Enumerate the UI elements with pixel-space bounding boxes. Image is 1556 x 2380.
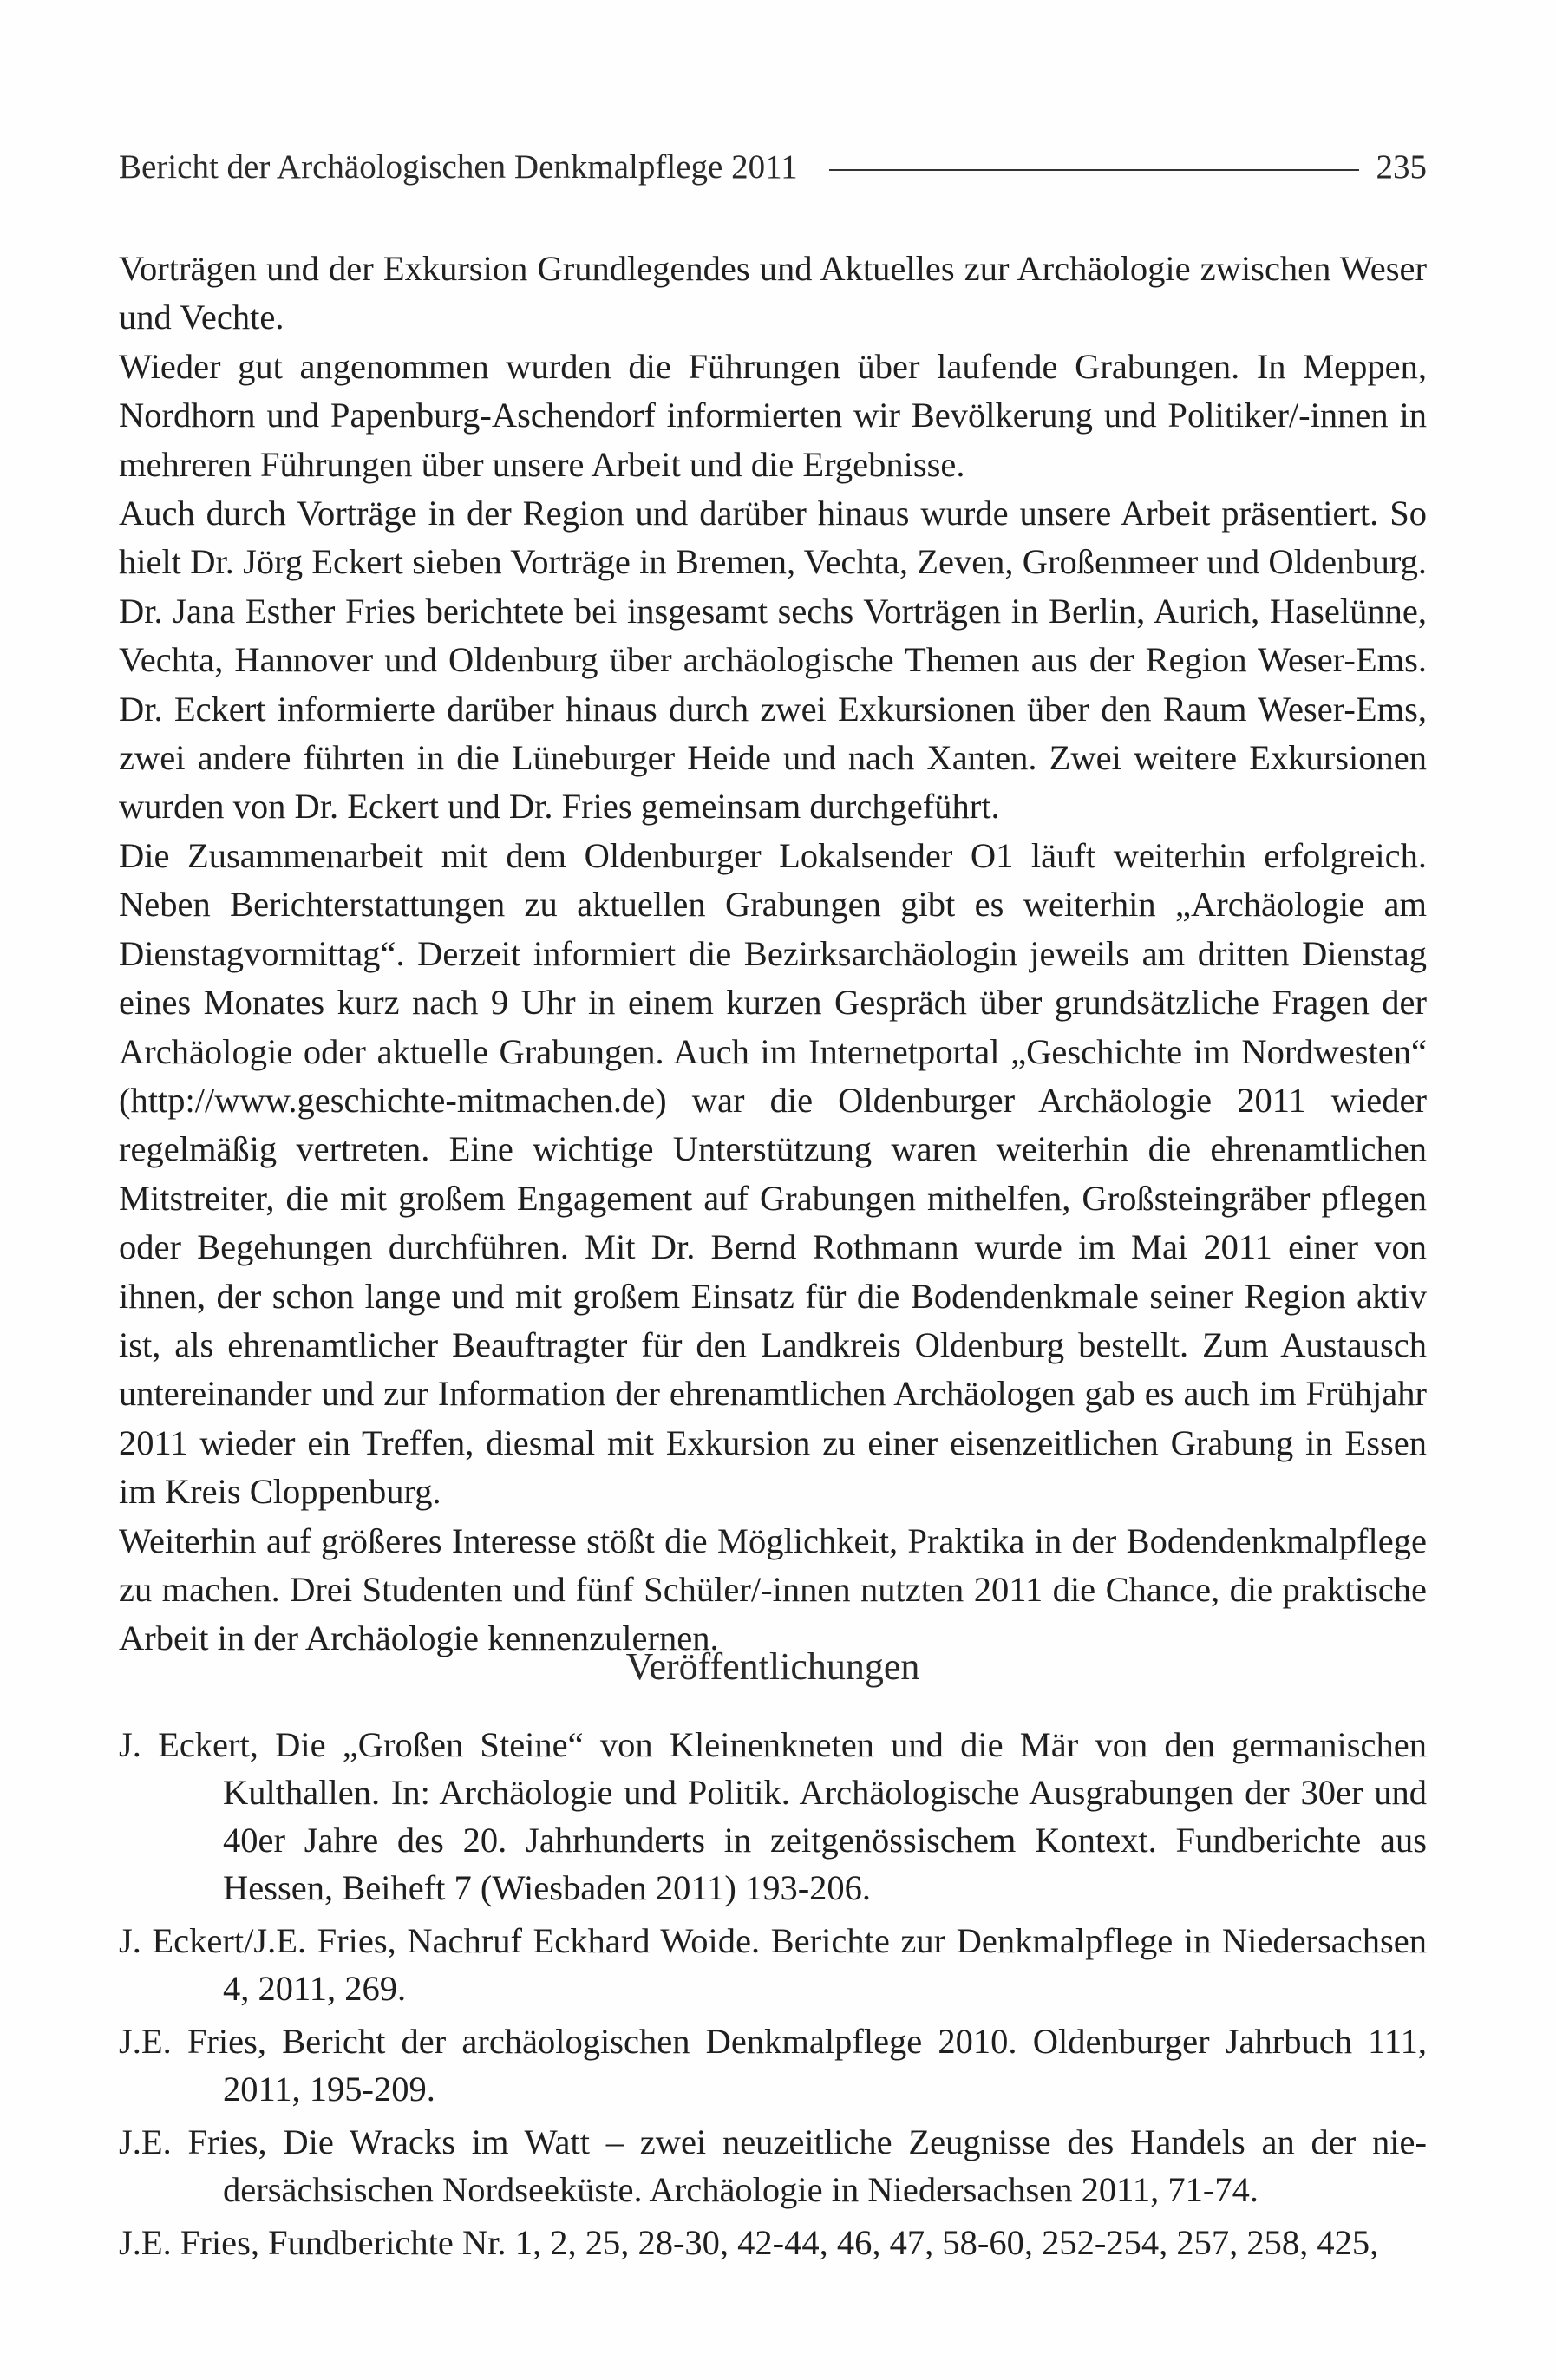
paragraph-4: Die Zusammenarbeit mit dem Oldenburger Lokalsender O1 läuft weiterhin erfolgreich. Neben Berichterstattungen zu aktuellen Grabungen gibt es weiterhin „Archäologie am Dienstagvormittag“. Derzeit informiert die Bezirksarchäologin jeweils am dritten Dienstag eines Monates kurz nach 9 Uhr in einem kurzen Gespräch über grundsätzliche Fragen der Archäologie oder aktuelle Grabungen. Auch im Internetportal „Geschichte im Nordwesten“ (http://www.geschichte-mitmachen.de) war die Oldenburger Archäologie 2011 wieder regelmäßig vertreten. Eine wichtige Unterstützung waren weiterhin die ehrenamtlichen Mitstreiter, die mit großem Engagement auf Grabungen mithelfen, Großsteingräber pflegen oder Begehungen durchführen. Mit Dr. Bernd Rothmann wurde im Mai 2011 einer von ihnen, der schon lange und mit großem Einsatz für die Bodendenkmale seiner Region aktiv ist, als ehrenamtlicher Beauftragter für den Landkreis Oldenburg bestellt. Zum Austausch untereinander und zur Information der ehrenamtlichen Archäologen gab es auch im Frühjahr 2011 wieder ein Treffen, diesmal mit Exkursion zu einer eisenzeitlichen Grabung in Essen im Kreis Cloppenburg. [119, 835, 1427, 1512]
running-header [119, 146, 1427, 187]
reference-item: J.E. Fries, Fundberichte Nr. 1, 2, 25, 28-30, 42-44, 46, 47, 58-60, 252-254, 257, 258, 425, [119, 2223, 1379, 2262]
reference-item: J.E. Fries, Die Wracks im Watt – zwei neuzeitliche Zeugnisse des Handels an der niedersächsischen Nordseeküste. Archäologie in Niedersachsen 2011, 71-74. [119, 2122, 1427, 2209]
paragraph-5: Weiterhin auf größeres Interesse stößt die Möglichkeit, Praktika in der Bodendenkmalpflege zu machen. Drei Studenten und fünf Schüler/-innen nutzten 2011 die Chance, die praktische Arbeit in der Archäologie kennenzulernen. [119, 1520, 1427, 1658]
page-number: 235 [1376, 147, 1427, 186]
body-text [119, 245, 1427, 1664]
header-rule [829, 169, 1359, 171]
reference-item: J. Eckert/J.E. Fries, Nachruf Eckhard Woide. Berichte zur Denkmalpflege in Niedersachsen 4, 2011, 269. [119, 1921, 1427, 2008]
paragraph-3: Auch durch Vorträge in der Region und darüber hinaus wurde unsere Arbeit präsentiert. So hielt Dr. Jörg Eckert sieben Vorträge in Bremen, Vechta, Zeven, Großenmeer und Oldenburg. Dr. Jana Esther Fries berichtete bei insgesamt sechs Vorträgen in Berlin, Aurich, Haselünne, Vechta, Hannover und Oldenburg über archäologische Themen aus der Region Weser-Ems. Dr. Eckert informierte darüber hinaus durch zwei Exkursionen über den Raum Weser-Ems, zwei andere führten in die Lüneburger Heide und nach Xanten. Zwei weitere Exkursionen wurden von Dr. Eckert und Dr. Fries gemeinsam durchgeführt. [119, 494, 1427, 827]
reference-item: J.E. Fries, Bericht der archäologischen Denkmalpflege 2010. Oldenburger Jahrbuch 111, 2011, 195-209. [119, 2022, 1427, 2109]
section-heading: Veröffentlichungen [625, 1645, 920, 1688]
reference-item: J. Eckert, Die „Großen Steine“ von Kleinenkneten und die Mär von den germanischen Kulthallen. In: Archäologie und Politik. Archäologische Ausgrabungen der 30er und 40er Jahre des 20. Jahrhunderts in zeitgenössischem Kontext. Fundberichte aus Hessen, Beiheft 7 (Wiesbaden 2011) 193-206. [119, 1725, 1427, 1907]
paragraph-2: Wieder gut angenommen wurden die Führungen über laufende Grabungen. In Meppen, Nordhorn und Papenburg-Aschendorf informierten wir Bevölkerung und Politiker/-innen in mehreren Führungen über unsere Arbeit und die Ergebnisse. [119, 346, 1427, 484]
reference-list [119, 1721, 1427, 2272]
running-header-title: Bericht der Archäologischen Denkmalpflege 2011 [119, 147, 798, 186]
paragraph-1: Vorträgen und der Exkursion Grundlegendes und Aktuelles zur Archäologie zwischen Weser und Vechte. [119, 249, 1427, 337]
